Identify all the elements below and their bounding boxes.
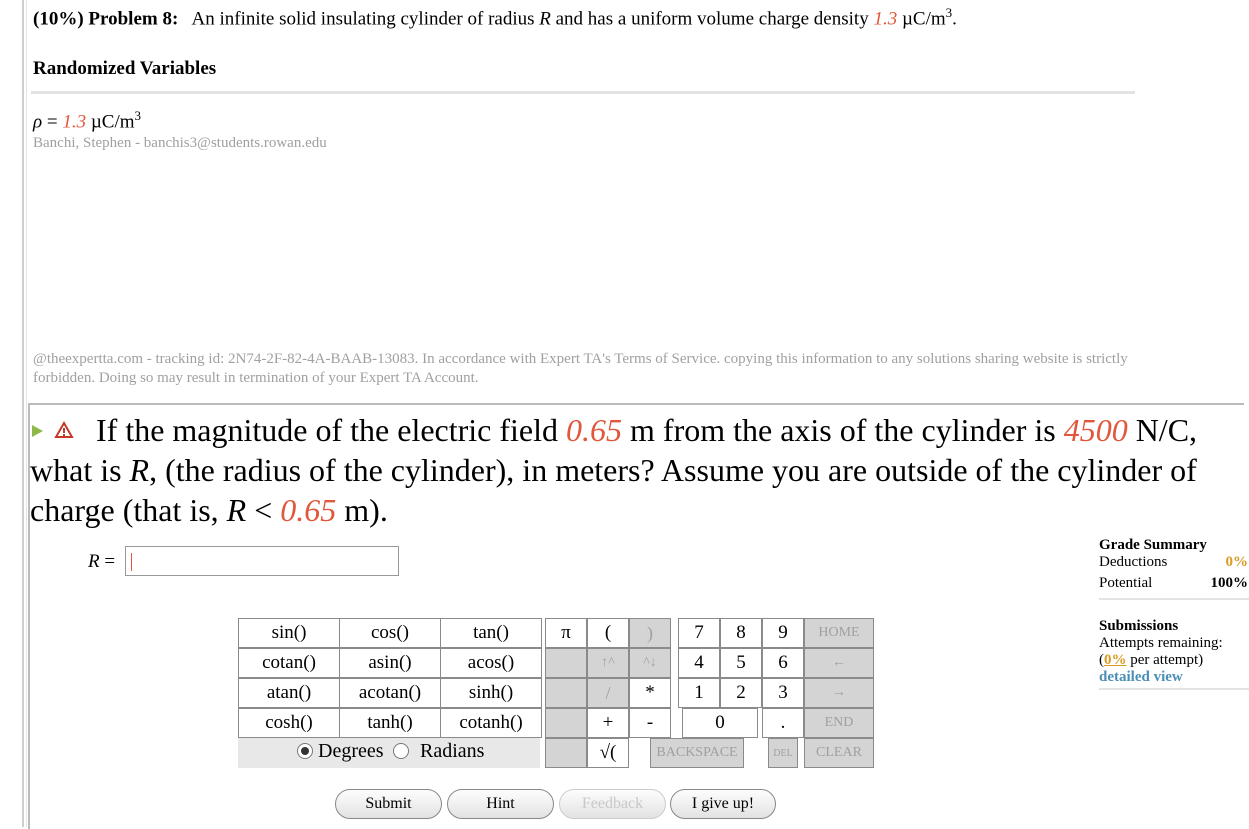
randomized-variables-title: Randomized Variables: [33, 58, 217, 79]
key-multiply[interactable]: *: [629, 678, 671, 708]
clear-button[interactable]: CLEAR: [804, 738, 874, 768]
key-blank-3: [545, 708, 587, 738]
key-tan[interactable]: tan(): [440, 618, 542, 648]
submit-button[interactable]: Submit: [335, 789, 442, 819]
radius-symbol: R: [539, 8, 551, 30]
key-7[interactable]: 7: [678, 618, 720, 648]
distance-value-2: 0.65: [280, 492, 337, 528]
key-sqrt[interactable]: √(: [587, 738, 629, 768]
key-pi[interactable]: π: [545, 618, 587, 648]
copyright-notice: @theexpertta.com - tracking id: 2N74-2F-82-4A-BAAB-13083. In accordance with Expert TA's Terms of Service. copying this information to any solutions sharing website is strictly forbidden. Doing so may result in termination of your Expert TA Account.: [33, 351, 1128, 386]
problem-text-1: An infinite solid insulating cylinder of radius: [191, 8, 540, 30]
arrow-right-button[interactable]: →: [804, 678, 874, 708]
radians-label: Radians: [420, 740, 485, 762]
home-button[interactable]: HOME: [804, 618, 874, 648]
key-divide[interactable]: /: [587, 678, 629, 708]
rho-variable: [33, 108, 141, 133]
key-minus[interactable]: -: [629, 708, 671, 738]
answer-label: [88, 551, 115, 573]
problem-percent: (10%): [33, 8, 84, 30]
key-9[interactable]: 9: [762, 618, 804, 648]
feedback-button[interactable]: Feedback: [559, 789, 666, 819]
question-icons: [30, 410, 96, 450]
end-button[interactable]: END: [804, 708, 874, 738]
potential-value: 100%: [1210, 575, 1248, 591]
per-attempt-open: (: [1099, 652, 1104, 668]
answer-input[interactable]: [125, 546, 399, 576]
key-tanh[interactable]: tanh(): [339, 708, 441, 738]
submissions-title: Submissions: [1099, 618, 1179, 634]
density-value: 1.3: [873, 8, 898, 30]
attempts-label: Attempts remaining:: [1099, 635, 1223, 651]
degrees-radio[interactable]: [297, 743, 313, 759]
answer-equals: =: [99, 551, 116, 572]
grade-divider: [1099, 598, 1249, 600]
key-cotan[interactable]: cotan(): [238, 648, 340, 678]
question-part-3: N/C, what is: [30, 412, 1198, 488]
left-border-inner: [26, 0, 27, 827]
per-attempt-row: [1099, 652, 1242, 669]
play-icon[interactable]: [32, 425, 43, 437]
key-right-paren[interactable]: ): [629, 618, 671, 648]
key-2[interactable]: 2: [720, 678, 762, 708]
rho-value: 1.3: [62, 111, 87, 133]
key-4[interactable]: 4: [678, 648, 720, 678]
density-unit: µC/m: [897, 8, 946, 30]
answer-symbol: R: [88, 551, 100, 572]
grade-summary-title: Grade Summary: [1099, 537, 1207, 553]
key-blank-1: [545, 648, 587, 678]
give-up-button[interactable]: I give up!: [670, 789, 776, 819]
deductions-row: [1099, 554, 1248, 575]
question-part-6: m).: [336, 492, 388, 528]
problem-text-2: and has a uniform volume charge density: [550, 8, 874, 30]
key-8[interactable]: 8: [720, 618, 762, 648]
key-up-caret[interactable]: ↑^: [587, 648, 629, 678]
attempts-row: [1099, 635, 1242, 652]
unit-exponent: 3: [945, 5, 953, 20]
key-plus[interactable]: +: [587, 708, 629, 738]
section-divider: [31, 91, 1135, 94]
question-radius-symbol-2: R: [226, 492, 247, 528]
key-acos[interactable]: acos(): [440, 648, 542, 678]
angle-mode-group: [238, 738, 540, 768]
key-0[interactable]: 0: [682, 708, 758, 738]
degrees-label: Degrees: [318, 740, 384, 762]
rho-equals: =: [42, 111, 63, 133]
deductions-label: Deductions: [1099, 554, 1168, 570]
per-attempt-value: 0%: [1104, 652, 1127, 668]
question-part-2: m from the axis of the cylinder is: [622, 412, 1064, 448]
student-info: Banchi, Stephen - banchis3@students.rowan.edu: [33, 135, 327, 151]
radians-radio[interactable]: [393, 743, 409, 759]
question-radius-symbol: R: [129, 452, 150, 488]
submissions-divider: [1099, 688, 1249, 690]
key-blank-2: [545, 678, 587, 708]
deductions-value: 0%: [1225, 554, 1248, 570]
left-border: [22, 0, 24, 827]
key-1[interactable]: 1: [678, 678, 720, 708]
hint-button[interactable]: Hint: [447, 789, 554, 819]
arrow-left-button[interactable]: ←: [804, 648, 874, 678]
key-sin[interactable]: sin(): [238, 618, 340, 648]
key-caret-down[interactable]: ^↓: [629, 648, 671, 678]
key-left-paren[interactable]: (: [587, 618, 629, 648]
rho-exponent: 3: [134, 108, 142, 123]
key-cosh[interactable]: cosh(): [238, 708, 340, 738]
key-atan[interactable]: atan(): [238, 678, 340, 708]
key-sinh[interactable]: sinh(): [440, 678, 542, 708]
distance-value: 0.65: [566, 412, 623, 448]
problem-label: Problem 8:: [88, 8, 179, 30]
key-cotanh[interactable]: cotanh(): [440, 708, 542, 738]
key-asin[interactable]: asin(): [339, 648, 441, 678]
potential-row: [1099, 575, 1248, 596]
key-cos[interactable]: cos(): [339, 618, 441, 648]
problem-header: [33, 5, 957, 30]
key-blank-4: [545, 738, 587, 768]
question-text: [30, 410, 1242, 530]
key-decimal[interactable]: .: [762, 708, 804, 738]
detailed-view-link[interactable]: detailed view: [1099, 669, 1183, 685]
field-value: 4500: [1063, 412, 1128, 448]
per-attempt-text: per attempt): [1126, 652, 1204, 668]
rho-unit: µC/m: [86, 111, 135, 133]
problem-text-end: .: [952, 8, 957, 30]
backspace-button[interactable]: BACKSPACE: [650, 738, 744, 768]
delete-button[interactable]: DEL: [768, 738, 798, 768]
grade-summary: [1099, 537, 1248, 708]
question-part-4: , (the radius of the cylinder), in meters? Assume you are outside of the cylinder of charge (that is,: [30, 452, 1197, 528]
warning-icon: [55, 422, 73, 438]
key-3[interactable]: 3: [762, 678, 804, 708]
rho-symbol: ρ: [33, 111, 43, 133]
potential-label: Potential: [1099, 575, 1153, 591]
text-caret: [131, 553, 132, 571]
key-5[interactable]: 5: [720, 648, 762, 678]
key-6[interactable]: 6: [762, 648, 804, 678]
question-part-5: <: [246, 492, 281, 528]
key-acotan[interactable]: acotan(): [339, 678, 441, 708]
question-part-1: If the magnitude of the electric field: [96, 412, 567, 448]
